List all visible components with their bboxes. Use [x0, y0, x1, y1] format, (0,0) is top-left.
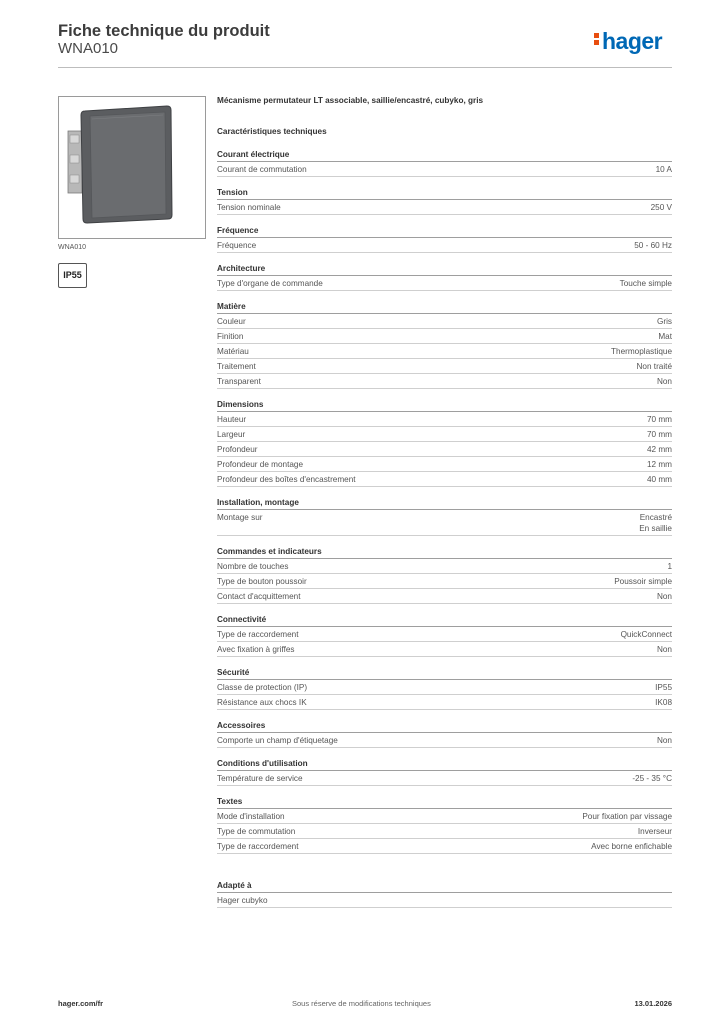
spec-label: Fréquence	[217, 241, 257, 250]
spec-value-line: IK08	[655, 698, 672, 707]
image-caption: WNA010	[58, 244, 87, 251]
spec-value	[637, 361, 673, 372]
spec-label: Nombre de touches	[217, 562, 289, 571]
spec-row	[217, 733, 672, 748]
spec-value-line: Mat	[658, 332, 672, 341]
spec-section	[217, 263, 672, 291]
spec-label: Avec fixation à griffes	[217, 645, 295, 654]
spec-value	[621, 629, 672, 640]
spec-value	[647, 414, 672, 425]
section-title: Textes	[217, 796, 672, 809]
spec-value	[591, 841, 672, 852]
spec-row	[217, 162, 672, 177]
spec-label: Mode d'installation	[217, 812, 285, 821]
spec-row	[217, 627, 672, 642]
spec-label: Type de bouton poussoir	[217, 577, 307, 586]
spec-value-line: Gris	[656, 317, 672, 326]
spec-value-line: Non	[656, 377, 672, 386]
spec-sections	[217, 149, 672, 854]
spec-label: Température de service	[217, 774, 303, 783]
spec-value-line: Non	[656, 645, 672, 654]
spec-row	[217, 359, 672, 374]
spec-value	[655, 682, 672, 693]
spec-value-line: 1	[667, 562, 672, 571]
spec-row	[217, 695, 672, 710]
spec-value	[638, 826, 672, 837]
spec-value	[657, 316, 672, 327]
section-title: Courant électrique	[217, 149, 672, 162]
spec-section	[217, 187, 672, 215]
spec-row	[217, 893, 672, 908]
spec-label: Type de raccordement	[217, 842, 299, 851]
spec-row	[217, 839, 672, 854]
section-title: Architecture	[217, 263, 672, 276]
section-title: Commandes et indicateurs	[217, 546, 672, 559]
section-title: Sécurité	[217, 667, 672, 680]
spec-value	[611, 346, 672, 357]
spec-label: Contact d'acquittement	[217, 592, 301, 601]
spec-label: Traitement	[217, 362, 256, 371]
spec-value	[655, 697, 672, 708]
spec-row	[217, 329, 672, 344]
spec-section	[217, 880, 672, 908]
spec-value-line: Non	[656, 736, 672, 745]
spec-value-line: 40 mm	[646, 475, 672, 484]
spec-value-line: 10 A	[655, 165, 672, 174]
spec-row	[217, 457, 672, 472]
section-title: Conditions d'utilisation	[217, 758, 672, 771]
spec-label: Comporte un champ d'étiquetage	[217, 736, 338, 745]
spec-value-line: Non traité	[636, 362, 672, 371]
spec-value-line: Poussoir simple	[614, 577, 672, 586]
spec-value	[656, 164, 672, 175]
section-title: Tension	[217, 187, 672, 200]
spec-value-line: IP55	[655, 683, 672, 692]
spec-row	[217, 472, 672, 487]
ip-rating-badge: IP55	[58, 263, 87, 288]
spec-label: Type de raccordement	[217, 630, 299, 639]
spec-row	[217, 276, 672, 291]
spec-value-line: 70 mm	[646, 415, 672, 424]
product-image	[58, 96, 206, 239]
spec-value	[647, 444, 672, 455]
spec-section	[217, 796, 672, 854]
spec-label: Hauteur	[217, 415, 247, 424]
spec-value-line: Inverseur	[637, 827, 672, 836]
spec-value	[620, 278, 672, 289]
product-reference: WNA010	[58, 40, 119, 57]
spec-value	[657, 591, 672, 602]
spec-value	[639, 512, 672, 534]
section-title: Fréquence	[217, 225, 672, 238]
spec-label: Montage sur	[217, 513, 263, 522]
spec-value	[647, 459, 672, 470]
spec-row	[217, 680, 672, 695]
spec-row	[217, 374, 672, 389]
spec-value-line: 12 mm	[646, 460, 672, 469]
spec-label: Hager cubyko	[217, 896, 268, 905]
spec-value	[657, 735, 672, 746]
spec-value	[651, 202, 672, 213]
spec-value	[647, 429, 672, 440]
spec-value-line: -25 - 35 °C	[632, 774, 672, 783]
spec-label: Couleur	[217, 317, 246, 326]
spec-row	[217, 200, 672, 215]
section-title: Matière	[217, 301, 672, 314]
section-title: Connectivité	[217, 614, 672, 627]
spec-value	[614, 576, 672, 587]
footer-website: hager.com/fr	[58, 999, 104, 1008]
logo-text: hager	[602, 28, 663, 54]
spec-label: Tension nominale	[217, 203, 281, 212]
spec-label: Courant de commutation	[217, 165, 307, 174]
section-title: Adapté à	[217, 880, 672, 893]
spec-row	[217, 238, 672, 253]
spec-label: Profondeur	[217, 445, 258, 454]
spec-value-line: En saillie	[639, 524, 672, 533]
header-divider	[58, 67, 672, 68]
spec-row	[217, 589, 672, 604]
spec-value-line: 50 - 60 Hz	[634, 241, 672, 250]
spec-row	[217, 412, 672, 427]
spec-value	[657, 644, 672, 655]
spec-value-line: QuickConnect	[620, 630, 672, 639]
spec-value-line: Encastré	[639, 513, 672, 522]
hager-logo	[594, 28, 662, 55]
spec-row	[217, 442, 672, 457]
logo-colon-icon	[594, 31, 601, 47]
spec-value-line: 250 V	[650, 203, 672, 212]
spec-section	[217, 225, 672, 253]
spec-label: Type de commutation	[217, 827, 296, 836]
footer-date: 13.01.2026	[634, 999, 672, 1008]
spec-label: Classe de protection (IP)	[217, 683, 308, 692]
spec-row	[217, 574, 672, 589]
section-title: Dimensions	[217, 399, 672, 412]
spec-section	[217, 614, 672, 657]
section-title: Accessoires	[217, 720, 672, 733]
section-title: Installation, montage	[217, 497, 672, 510]
spec-row	[217, 427, 672, 442]
spec-row	[217, 809, 672, 824]
spec-section	[217, 149, 672, 177]
spec-label: Profondeur des boîtes d'encastrement	[217, 475, 356, 484]
spec-section	[217, 301, 672, 389]
spec-row	[217, 510, 672, 536]
spec-value-line: 42 mm	[646, 445, 672, 454]
spec-label: Résistance aux chocs IK	[217, 698, 307, 707]
spec-value-line: Avec borne enfichable	[591, 842, 672, 851]
spec-value-line: Thermoplastique	[611, 347, 672, 356]
footer-notice: Sous réserve de modifications techniques	[292, 999, 431, 1008]
spec-row	[217, 344, 672, 359]
technical-content	[217, 96, 672, 908]
page-title: Fiche technique du produit	[58, 22, 270, 40]
spec-value-line: Non	[656, 592, 672, 601]
spec-label: Finition	[217, 332, 244, 341]
spec-value-line: Touche simple	[619, 279, 672, 288]
spec-value	[582, 811, 672, 822]
spec-label: Profondeur de montage	[217, 460, 304, 469]
spec-row	[217, 559, 672, 574]
spec-section	[217, 758, 672, 786]
spec-section	[217, 720, 672, 748]
spec-section	[217, 399, 672, 487]
spec-section	[217, 546, 672, 604]
technical-characteristics-title: Caractéristiques techniques	[217, 127, 327, 136]
spec-value	[667, 561, 672, 572]
switch-product-icon	[59, 97, 205, 238]
spec-value-line: Pour fixation par vissage	[582, 812, 672, 821]
spec-label: Largeur	[217, 430, 246, 439]
spec-value-line: 70 mm	[646, 430, 672, 439]
spec-section	[217, 497, 672, 536]
spec-row	[217, 314, 672, 329]
spec-row	[217, 642, 672, 657]
spec-section	[217, 667, 672, 710]
spec-row	[217, 824, 672, 839]
spec-value	[658, 331, 672, 342]
spec-label: Type d'organe de commande	[217, 279, 323, 288]
spec-value	[632, 773, 672, 784]
adapted-section	[217, 880, 672, 908]
product-description: Mécanisme permutateur LT associable, saillie/encastré, cubyko, gris	[217, 96, 484, 105]
spec-label: Transparent	[217, 377, 261, 386]
spec-value	[647, 474, 672, 485]
spec-row	[217, 771, 672, 786]
spec-value	[657, 376, 672, 387]
spec-value	[634, 240, 672, 251]
spec-label: Matériau	[217, 347, 249, 356]
